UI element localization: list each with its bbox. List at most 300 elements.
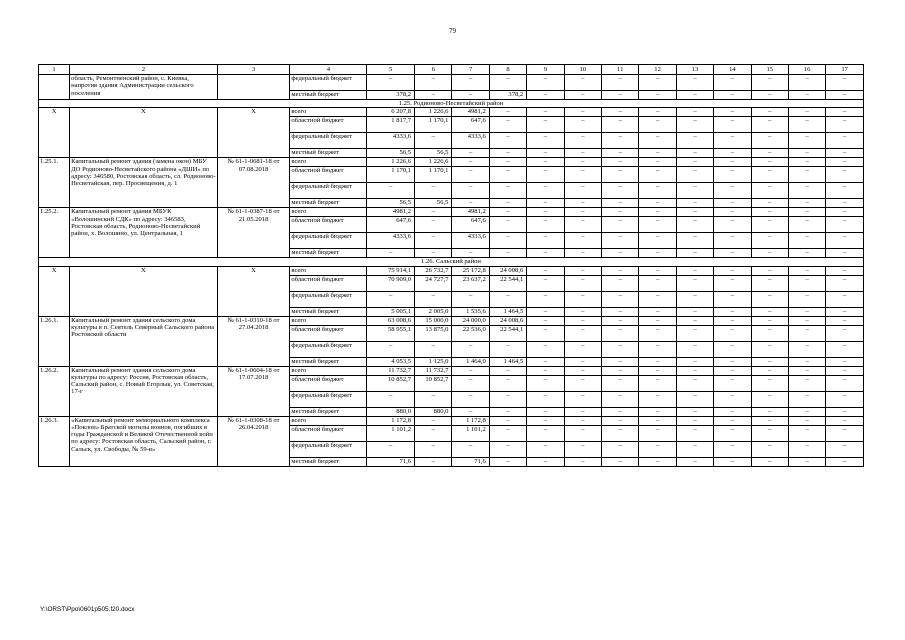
- amount-cell: –: [714, 307, 751, 316]
- item-number: 1.25.2.: [39, 208, 70, 258]
- amount-cell: –: [639, 208, 676, 217]
- column-number: 2: [70, 65, 218, 75]
- amount-cell: –: [564, 366, 601, 375]
- amount-cell: –: [676, 291, 713, 307]
- amount-cell: –: [751, 325, 788, 341]
- amount-cell: –: [367, 249, 415, 258]
- amount-cell: –: [489, 149, 526, 158]
- amount-cell: –: [527, 291, 564, 307]
- amount-cell: –: [489, 425, 526, 441]
- amount-cell: –: [751, 425, 788, 441]
- budget-source-label: всего: [290, 208, 367, 217]
- expertise-conclusion: № 61-1-0387-18 от 21.05.2018: [217, 208, 290, 258]
- budget-source-label: местный бюджет: [290, 199, 367, 208]
- amount-cell: –: [676, 183, 713, 199]
- amount-cell: 880,0: [367, 407, 415, 416]
- amount-cell: –: [788, 291, 825, 307]
- amount-cell: –: [788, 233, 825, 249]
- amount-cell: 25 172,8: [452, 266, 489, 275]
- expertise-conclusion: № 61-1-0308-18 от 26.04.2018: [217, 416, 290, 466]
- amount-cell: –: [527, 375, 564, 391]
- amount-cell: –: [415, 416, 452, 425]
- amount-cell: –: [367, 341, 415, 357]
- amount-cell: –: [367, 291, 415, 307]
- amount-cell: –: [452, 366, 489, 375]
- object-description: Х: [70, 266, 218, 316]
- amount-cell: –: [676, 158, 713, 167]
- amount-cell: 647,6: [367, 217, 415, 233]
- amount-cell: –: [602, 425, 639, 441]
- amount-cell: –: [489, 167, 526, 183]
- amount-cell: –: [564, 91, 601, 100]
- amount-cell: –: [602, 208, 639, 217]
- amount-cell: 56,5: [367, 199, 415, 208]
- amount-cell: 1 464,5: [489, 307, 526, 316]
- amount-cell: –: [676, 199, 713, 208]
- amount-cell: –: [826, 75, 864, 91]
- amount-cell: –: [639, 91, 676, 100]
- amount-cell: –: [452, 441, 489, 457]
- budget-source-label: федеральный бюджет: [290, 341, 367, 357]
- amount-cell: –: [564, 441, 601, 457]
- amount-cell: –: [415, 341, 452, 357]
- amount-cell: 26 732,7: [415, 266, 452, 275]
- amount-cell: –: [602, 266, 639, 275]
- amount-cell: 56,5: [367, 149, 415, 158]
- amount-cell: –: [602, 149, 639, 158]
- amount-cell: –: [639, 441, 676, 457]
- amount-cell: –: [676, 249, 713, 258]
- amount-cell: –: [527, 167, 564, 183]
- amount-cell: –: [714, 199, 751, 208]
- amount-cell: –: [788, 149, 825, 158]
- amount-cell: 71,6: [452, 457, 489, 466]
- amount-cell: –: [489, 366, 526, 375]
- amount-cell: –: [826, 391, 864, 407]
- budget-source-label: местный бюджет: [290, 457, 367, 466]
- amount-cell: –: [564, 425, 601, 441]
- amount-cell: –: [527, 341, 564, 357]
- amount-cell: –: [602, 217, 639, 233]
- amount-cell: –: [415, 233, 452, 249]
- amount-cell: –: [564, 275, 601, 291]
- budget-source-label: всего: [290, 416, 367, 425]
- amount-cell: 11 732,7: [367, 366, 415, 375]
- amount-cell: –: [788, 425, 825, 441]
- amount-cell: –: [826, 366, 864, 375]
- item-number: Х: [39, 108, 70, 158]
- budget-source-label: федеральный бюджет: [290, 75, 367, 91]
- amount-cell: –: [826, 275, 864, 291]
- amount-cell: –: [751, 233, 788, 249]
- amount-cell: –: [564, 117, 601, 133]
- amount-cell: –: [564, 375, 601, 391]
- amount-cell: –: [714, 275, 751, 291]
- amount-cell: –: [527, 133, 564, 149]
- amount-cell: –: [639, 266, 676, 275]
- table-row: [39, 416, 864, 425]
- amount-cell: –: [714, 133, 751, 149]
- amount-cell: –: [826, 441, 864, 457]
- amount-cell: –: [676, 457, 713, 466]
- amount-cell: 1 125,0: [415, 357, 452, 366]
- amount-cell: –: [826, 291, 864, 307]
- amount-cell: –: [564, 149, 601, 158]
- amount-cell: –: [415, 133, 452, 149]
- object-description: Капитальный ремонт здания (замена окон) МБУ ДО Родионово-Несветайского района «ДШИ» по адресу: 346580, Ростовская область, сл. Родионово-Несветайская, пер. Просвещения, д. 1: [70, 158, 218, 208]
- column-number: 10: [564, 65, 601, 75]
- item-number: 1.25.1.: [39, 158, 70, 208]
- amount-cell: –: [751, 416, 788, 425]
- amount-cell: –: [639, 75, 676, 91]
- amount-cell: 24 008,6: [489, 266, 526, 275]
- amount-cell: –: [788, 375, 825, 391]
- budget-source-label: областной бюджет: [290, 325, 367, 341]
- expertise-conclusion: Х: [217, 266, 290, 316]
- amount-cell: –: [788, 158, 825, 167]
- page-number: 79: [449, 27, 456, 35]
- amount-cell: –: [452, 249, 489, 258]
- column-number: 7: [452, 65, 489, 75]
- amount-cell: 24 727,7: [415, 275, 452, 291]
- amount-cell: –: [751, 341, 788, 357]
- column-number: 14: [714, 65, 751, 75]
- amount-cell: –: [527, 108, 564, 117]
- amount-cell: 6 207,8: [367, 108, 415, 117]
- amount-cell: –: [714, 75, 751, 91]
- amount-cell: –: [527, 316, 564, 325]
- amount-cell: –: [826, 217, 864, 233]
- budget-source-label: областной бюджет: [290, 167, 367, 183]
- amount-cell: –: [489, 341, 526, 357]
- amount-cell: –: [714, 217, 751, 233]
- column-number: 16: [788, 65, 825, 75]
- budget-source-label: областной бюджет: [290, 425, 367, 441]
- amount-cell: –: [527, 425, 564, 441]
- amount-cell: –: [788, 91, 825, 100]
- amount-cell: 1 226,6: [415, 108, 452, 117]
- amount-cell: 647,6: [452, 117, 489, 133]
- amount-cell: –: [676, 275, 713, 291]
- amount-cell: –: [714, 167, 751, 183]
- amount-cell: –: [527, 217, 564, 233]
- amount-cell: –: [788, 208, 825, 217]
- budget-source-label: федеральный бюджет: [290, 441, 367, 457]
- amount-cell: –: [602, 158, 639, 167]
- amount-cell: –: [564, 108, 601, 117]
- amount-cell: –: [826, 167, 864, 183]
- budget-source-label: федеральный бюджет: [290, 183, 367, 199]
- budget-source-label: местный бюджет: [290, 307, 367, 316]
- amount-cell: –: [452, 341, 489, 357]
- amount-cell: –: [602, 183, 639, 199]
- budget-source-label: всего: [290, 266, 367, 275]
- section-row: [39, 258, 864, 266]
- budget-source-label: федеральный бюджет: [290, 291, 367, 307]
- table-row: [39, 266, 864, 275]
- amount-cell: 4981,2: [452, 108, 489, 117]
- amount-cell: –: [602, 457, 639, 466]
- amount-cell: 4 053,5: [367, 357, 415, 366]
- amount-cell: –: [564, 341, 601, 357]
- item-number: 1.26.1.: [39, 316, 70, 366]
- amount-cell: –: [564, 325, 601, 341]
- amount-cell: –: [676, 167, 713, 183]
- amount-cell: –: [602, 249, 639, 258]
- amount-cell: –: [676, 91, 713, 100]
- amount-cell: –: [639, 199, 676, 208]
- amount-cell: 1 172,8: [452, 416, 489, 425]
- amount-cell: –: [714, 249, 751, 258]
- amount-cell: –: [602, 341, 639, 357]
- amount-cell: 24 000,0: [452, 316, 489, 325]
- amount-cell: –: [489, 249, 526, 258]
- amount-cell: –: [826, 233, 864, 249]
- amount-cell: 1 817,7: [367, 117, 415, 133]
- amount-cell: –: [639, 291, 676, 307]
- amount-cell: –: [602, 375, 639, 391]
- amount-cell: –: [751, 316, 788, 325]
- amount-cell: –: [826, 158, 864, 167]
- amount-cell: –: [714, 407, 751, 416]
- amount-cell: 71,6: [367, 457, 415, 466]
- amount-cell: –: [676, 366, 713, 375]
- column-number: 9: [527, 65, 564, 75]
- amount-cell: –: [367, 441, 415, 457]
- object-description: Капитальный ремонт здания сельского дома культуры в п. Сеятель Северный Сальского района Ростовской области: [70, 316, 218, 366]
- amount-cell: –: [826, 457, 864, 466]
- expertise-conclusion: Х: [217, 108, 290, 158]
- budget-source-label: федеральный бюджет: [290, 233, 367, 249]
- amount-cell: –: [489, 183, 526, 199]
- budget-source-label: местный бюджет: [290, 149, 367, 158]
- amount-cell: –: [527, 117, 564, 133]
- amount-cell: –: [489, 291, 526, 307]
- amount-cell: –: [415, 441, 452, 457]
- amount-cell: –: [714, 366, 751, 375]
- amount-cell: –: [564, 307, 601, 316]
- amount-cell: –: [751, 183, 788, 199]
- column-number: 4: [290, 65, 367, 75]
- amount-cell: –: [602, 307, 639, 316]
- budget-source-label: областной бюджет: [290, 275, 367, 291]
- amount-cell: –: [751, 391, 788, 407]
- amount-cell: 15 000,0: [415, 316, 452, 325]
- budget-source-label: местный бюджет: [290, 357, 367, 366]
- amount-cell: –: [527, 325, 564, 341]
- amount-cell: –: [676, 149, 713, 158]
- amount-cell: –: [639, 407, 676, 416]
- amount-cell: –: [676, 75, 713, 91]
- amount-cell: 4333,6: [367, 233, 415, 249]
- column-number: 5: [367, 65, 415, 75]
- amount-cell: –: [527, 457, 564, 466]
- amount-cell: –: [676, 391, 713, 407]
- amount-cell: 5 005,1: [367, 307, 415, 316]
- amount-cell: –: [564, 133, 601, 149]
- amount-cell: –: [788, 133, 825, 149]
- amount-cell: 1 226,6: [415, 158, 452, 167]
- amount-cell: –: [639, 366, 676, 375]
- amount-cell: –: [527, 416, 564, 425]
- object-description: область, Ремонтненский район, с. Киевка, напротив здания Администрации сельского поселения: [70, 75, 218, 100]
- amount-cell: –: [788, 117, 825, 133]
- section-row: [39, 100, 864, 108]
- amount-cell: 4981,2: [452, 208, 489, 217]
- amount-cell: –: [676, 117, 713, 133]
- amount-cell: 63 008,6: [367, 316, 415, 325]
- amount-cell: –: [602, 75, 639, 91]
- amount-cell: –: [489, 375, 526, 391]
- amount-cell: –: [564, 291, 601, 307]
- column-number: 6: [415, 65, 452, 75]
- amount-cell: –: [639, 357, 676, 366]
- amount-cell: –: [788, 307, 825, 316]
- amount-cell: –: [489, 75, 526, 91]
- amount-cell: –: [751, 366, 788, 375]
- amount-cell: –: [639, 425, 676, 441]
- amount-cell: –: [527, 91, 564, 100]
- amount-cell: –: [714, 233, 751, 249]
- amount-cell: –: [415, 249, 452, 258]
- amount-cell: –: [714, 375, 751, 391]
- amount-cell: –: [527, 149, 564, 158]
- section-title: 1.25. Родионово-Несветайский район: [39, 100, 864, 108]
- amount-cell: –: [751, 108, 788, 117]
- amount-cell: –: [788, 366, 825, 375]
- amount-cell: –: [639, 316, 676, 325]
- amount-cell: –: [751, 275, 788, 291]
- amount-cell: –: [602, 199, 639, 208]
- table-row: [39, 208, 864, 217]
- budget-source-label: областной бюджет: [290, 375, 367, 391]
- budget-source-label: местный бюджет: [290, 407, 367, 416]
- amount-cell: 1 226,6: [367, 158, 415, 167]
- amount-cell: –: [527, 307, 564, 316]
- amount-cell: –: [602, 416, 639, 425]
- amount-cell: –: [602, 108, 639, 117]
- amount-cell: –: [452, 149, 489, 158]
- amount-cell: –: [489, 441, 526, 457]
- budget-source-label: всего: [290, 108, 367, 117]
- amount-cell: –: [415, 208, 452, 217]
- amount-cell: 58 955,1: [367, 325, 415, 341]
- amount-cell: –: [788, 407, 825, 416]
- amount-cell: –: [639, 375, 676, 391]
- amount-cell: –: [788, 341, 825, 357]
- amount-cell: –: [527, 249, 564, 258]
- amount-cell: 4333,6: [367, 133, 415, 149]
- amount-cell: –: [751, 217, 788, 233]
- amount-cell: –: [527, 75, 564, 91]
- amount-cell: 378,2: [489, 91, 526, 100]
- amount-cell: –: [602, 325, 639, 341]
- amount-cell: –: [714, 149, 751, 158]
- amount-cell: –: [527, 357, 564, 366]
- amount-cell: –: [788, 183, 825, 199]
- amount-cell: –: [714, 158, 751, 167]
- amount-cell: –: [415, 391, 452, 407]
- amount-cell: –: [452, 183, 489, 199]
- amount-cell: –: [639, 158, 676, 167]
- amount-cell: –: [489, 217, 526, 233]
- amount-cell: –: [714, 341, 751, 357]
- amount-cell: –: [751, 441, 788, 457]
- amount-cell: –: [788, 391, 825, 407]
- expertise-conclusion: № 61-1-0604-18 от 17.07.2018: [217, 366, 290, 416]
- amount-cell: –: [676, 441, 713, 457]
- amount-cell: –: [367, 391, 415, 407]
- budget-source-label: федеральный бюджет: [290, 133, 367, 149]
- amount-cell: –: [788, 266, 825, 275]
- amount-cell: –: [527, 391, 564, 407]
- amount-cell: –: [826, 199, 864, 208]
- amount-cell: –: [564, 208, 601, 217]
- table-row: [39, 75, 864, 91]
- amount-cell: –: [602, 91, 639, 100]
- amount-cell: –: [527, 199, 564, 208]
- amount-cell: –: [751, 457, 788, 466]
- amount-cell: –: [639, 108, 676, 117]
- amount-cell: –: [676, 233, 713, 249]
- amount-cell: –: [751, 307, 788, 316]
- amount-cell: –: [714, 416, 751, 425]
- amount-cell: –: [602, 357, 639, 366]
- budget-source-label: федеральный бюджет: [290, 391, 367, 407]
- amount-cell: –: [826, 375, 864, 391]
- amount-cell: –: [751, 375, 788, 391]
- amount-cell: –: [676, 407, 713, 416]
- amount-cell: –: [602, 366, 639, 375]
- amount-cell: –: [452, 199, 489, 208]
- amount-cell: –: [639, 307, 676, 316]
- amount-cell: –: [826, 407, 864, 416]
- amount-cell: –: [489, 108, 526, 117]
- amount-cell: 4333,6: [452, 233, 489, 249]
- amount-cell: 880,0: [415, 407, 452, 416]
- amount-cell: –: [826, 416, 864, 425]
- amount-cell: 75 914,1: [367, 266, 415, 275]
- object-description: Капитальный ремонт здания МБУК «Волошинский СДК» по адресу: 346583, Ростовская область, Родионово-Несветайский район, х. Волошино, ул. Центральная, 1: [70, 208, 218, 258]
- amount-cell: –: [676, 341, 713, 357]
- amount-cell: –: [452, 375, 489, 391]
- amount-cell: –: [564, 249, 601, 258]
- amount-cell: –: [639, 133, 676, 149]
- amount-cell: –: [452, 158, 489, 167]
- amount-cell: –: [714, 457, 751, 466]
- amount-cell: –: [826, 133, 864, 149]
- amount-cell: –: [489, 208, 526, 217]
- amount-cell: –: [676, 307, 713, 316]
- amount-cell: –: [602, 275, 639, 291]
- amount-cell: –: [602, 167, 639, 183]
- amount-cell: –: [602, 291, 639, 307]
- column-number: 17: [826, 65, 864, 75]
- amount-cell: –: [676, 108, 713, 117]
- amount-cell: –: [527, 407, 564, 416]
- amount-cell: –: [639, 183, 676, 199]
- amount-cell: –: [788, 441, 825, 457]
- amount-cell: –: [788, 416, 825, 425]
- amount-cell: 70 909,0: [367, 275, 415, 291]
- expertise-conclusion: № 61-1-0310-18 от 27.04.2018: [217, 316, 290, 366]
- amount-cell: –: [751, 91, 788, 100]
- amount-cell: –: [452, 291, 489, 307]
- amount-cell: –: [751, 208, 788, 217]
- amount-cell: –: [826, 425, 864, 441]
- budget-source-label: местный бюджет: [290, 249, 367, 258]
- amount-cell: –: [564, 167, 601, 183]
